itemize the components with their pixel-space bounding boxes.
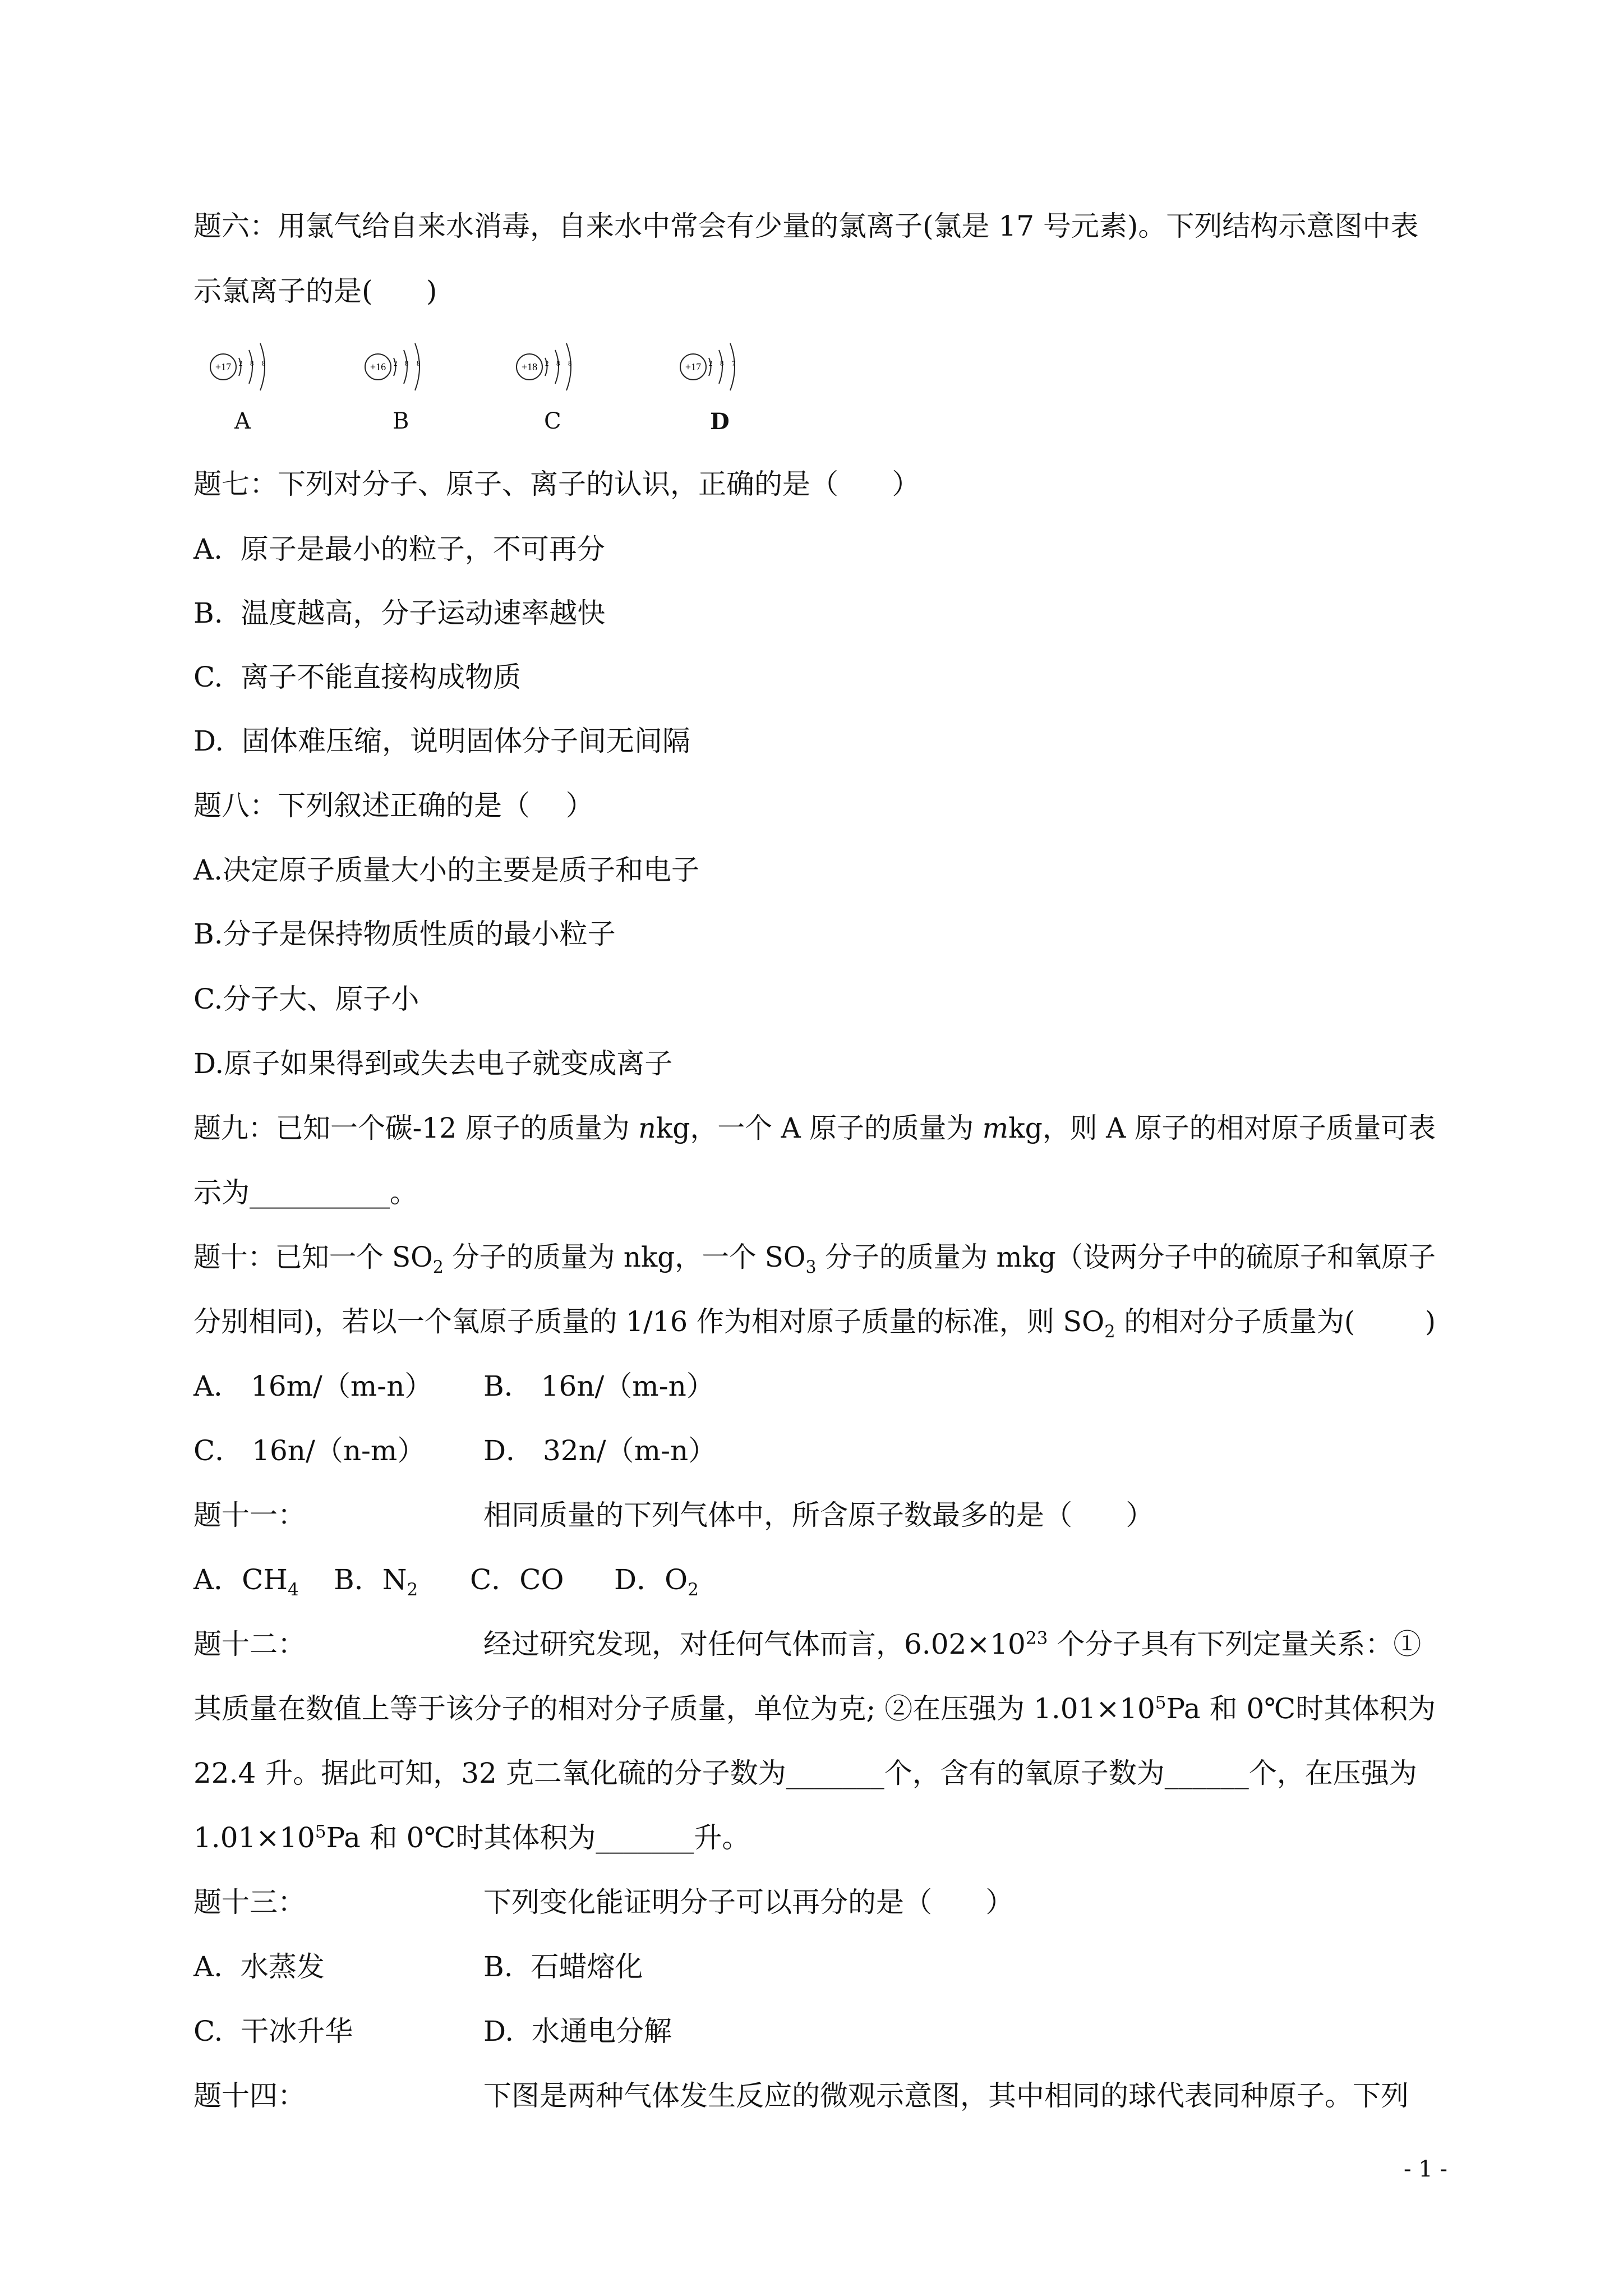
q12-label: 题十二： [193, 1628, 306, 1660]
q13-stem: 下列变化能证明分子可以再分的是（ ） [483, 1886, 1014, 1918]
q11-option-a-text: A．CH [193, 1563, 288, 1596]
q9-text-1: 题九：已知一个碳-12 原子的质量为 [193, 1112, 639, 1144]
q10-text-3: 分子的质量为 mkg（设两分子中的硫原子和氧原子 [816, 1241, 1436, 1273]
q10-text-1: 题十：已知一个 SO [193, 1241, 433, 1273]
q11-label: 题十一： [193, 1499, 306, 1531]
q9-stem-line1 [193, 1114, 1436, 1142]
q11-option-d-text: D．O [614, 1563, 688, 1596]
q6-diagram-a-shell-2: 8 [250, 359, 254, 367]
q10-text-4: 分别相同)，若以一个氧原子质量的 1/16 作为相对原子质量的标准，则 SO [193, 1305, 1105, 1338]
q7-stem: 题七：下列对分子、原子、离子的认识，正确的是（ ） [193, 468, 920, 500]
q12-text-1: 经过研究发现，对任何气体而言，6.02×10 [483, 1628, 1026, 1660]
q10-option-c: C． 16n/（n-m） [193, 1434, 426, 1467]
q10-option-a: A． 16m/（m-n） [193, 1370, 433, 1402]
q12-text-3: 其质量在数值上等于该分子的相对分子质量，单位为克; ②在压强为 1.01×10 [193, 1692, 1155, 1725]
q12-text-5: 1.01×10 [193, 1821, 315, 1854]
q6-diagram-d-nucleus: +17 [685, 361, 702, 372]
q9-text-2: kg，一个 A 原子的质量为 [656, 1112, 983, 1144]
q10-sub-3: 2 [1104, 1322, 1115, 1342]
q10-text-2: 分子的质量为 nkg，一个 SO [443, 1241, 806, 1273]
q12-stem-line3: 22.4 升。据此可知，32 克二氧化硫的分子数为_______个，含有的氧原子数为______个，在压强为 [193, 1757, 1417, 1789]
q13-option-d: D. 水通电分解 [483, 2015, 672, 2047]
q11-option-a-sub: 4 [287, 1580, 299, 1600]
q11-option-c: C．CO [470, 1563, 564, 1596]
q8-option-b: B.分子是保持物质性质的最小粒子 [193, 918, 616, 950]
q6-diagram-b-shell-1: 2 [394, 359, 398, 367]
q6-diagram-b-shell-2: 8 [405, 359, 409, 367]
q6-diagram-c-nucleus: +18 [521, 361, 538, 372]
page-number: - 1 - [1404, 2156, 1447, 2182]
q11-option-d [614, 1563, 699, 1600]
q8-option-c: C.分子大、原子小 [193, 983, 419, 1015]
q11-option-a [193, 1563, 299, 1600]
q13-option-a: A. 水蒸发 [193, 1950, 325, 1983]
q7-option-a: A. 原子是最小的粒子，不可再分 [193, 533, 605, 565]
q14-stem: 下图是两种气体发生反应的微观示意图，其中相同的球代表同种原子。下列 [483, 2079, 1409, 2112]
q6-option-label-d: D [710, 408, 730, 435]
q12-stem-line4 [193, 1821, 750, 1854]
q6-diagram-d-shell-3: 7 [732, 359, 736, 367]
q11-option-b-sub: 2 [407, 1580, 418, 1600]
q6-diagram-a-shell-1: 2 [239, 359, 243, 367]
q10-stem-line1 [193, 1241, 1436, 1277]
q8-stem: 题八：下列叙述正确的是（ ） [193, 789, 594, 822]
q6-diagram-d [672, 335, 773, 398]
q10-sub-1: 2 [432, 1257, 444, 1277]
q9-var-n: n [638, 1112, 656, 1144]
q6-diagram-b-nucleus: +16 [370, 361, 386, 372]
q12-stem-line2 [193, 1692, 1436, 1725]
q9-var-m: m [982, 1112, 1009, 1144]
q6-diagram-a [202, 335, 303, 398]
q14-label: 题十四： [193, 2079, 306, 2112]
q11-option-d-sub: 2 [688, 1580, 699, 1600]
q12-text-4: Pa 和 0℃时其体积为 [1166, 1692, 1436, 1725]
q6-stem-line2: 示氯离子的是( ) [193, 275, 437, 307]
q8-option-d: D.原子如果得到或失去电子就变成离子 [193, 1047, 673, 1080]
q6-diagram-c [508, 335, 609, 398]
q12-text-2: 个分子具有下列定量关系：① [1048, 1628, 1422, 1660]
q6-diagram-c-shell-2: 8 [556, 359, 560, 367]
q13-label: 题十三： [193, 1886, 306, 1918]
q13-option-c: C. 干冰升华 [193, 2015, 353, 2047]
q7-option-b: B. 温度越高，分子运动速率越快 [193, 597, 606, 629]
q6-diagram-b [357, 335, 458, 398]
q6-stem-line1: 题六：用氯气给自来水消毒，自来水中常会有少量的氯离子(氯是 17 号元素)。下列结构示意图中表 [193, 210, 1419, 242]
q12-sup-2: 5 [1155, 1692, 1166, 1713]
q6-option-label-a: A [234, 408, 251, 434]
q13-option-b: B. 石蜡熔化 [483, 1950, 643, 1983]
q12-sup-1: 23 [1025, 1628, 1048, 1649]
q11-option-b [334, 1563, 418, 1600]
q10-sub-2: 3 [805, 1257, 817, 1277]
q8-option-a: A.决定原子质量大小的主要是质子和电子 [193, 854, 700, 886]
q12-text-6: Pa 和 0℃时其体积为_______升。 [326, 1821, 750, 1854]
q6-diagram-b-shell-3: 8 [417, 359, 421, 367]
q6-option-label-c: C [544, 408, 561, 434]
q9-stem-line2: 示为__________。 [193, 1176, 418, 1209]
q10-stem-line2 [193, 1305, 1436, 1342]
q12-stem-line1 [483, 1630, 1421, 1658]
q11-stem: 相同质量的下列气体中，所含原子数最多的是（ ） [483, 1499, 1154, 1531]
q10-text-5: 的相对分子质量为( ) [1115, 1305, 1436, 1338]
q6-diagram-c-shell-1: 2 [545, 359, 549, 367]
q6-diagram-a-shell-3: 8 [262, 359, 266, 367]
q9-text-3: kg，则 A 原子的相对原子质量可表 [1008, 1112, 1436, 1144]
q6-diagram-d-shell-2: 8 [720, 359, 724, 367]
q7-option-c: C. 离子不能直接构成物质 [193, 661, 522, 693]
q7-option-d: D. 固体难压缩，说明固体分子间无间隔 [193, 725, 690, 757]
q11-option-b-text: B．N [334, 1563, 407, 1596]
q6-option-label-b: B [393, 408, 409, 434]
q10-option-d: D． 32n/（m-n） [483, 1434, 717, 1467]
q12-sup-3: 5 [315, 1821, 326, 1842]
q6-diagram-d-shell-1: 2 [709, 359, 713, 367]
q6-diagram-c-shell-3: 8 [568, 359, 572, 367]
q10-option-b: B． 16n/（m-n） [483, 1370, 714, 1402]
q6-diagram-a-nucleus: +17 [215, 361, 232, 372]
